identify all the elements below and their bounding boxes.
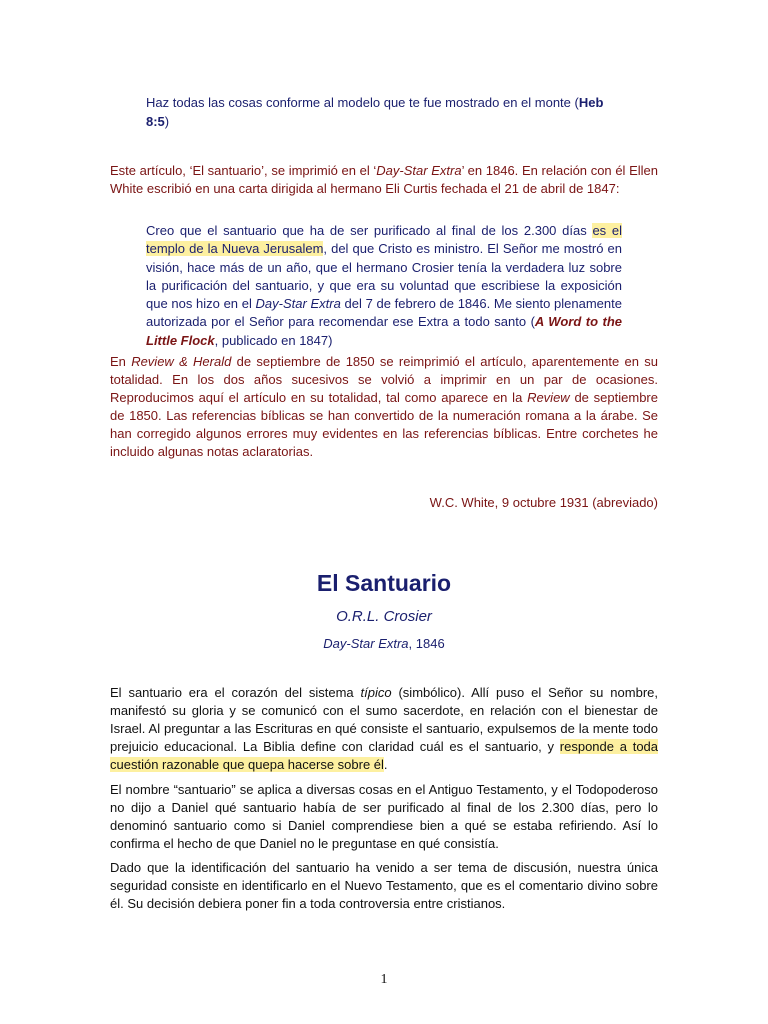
epigraph: [146, 93, 626, 131]
body-paragraph-3: Dado que la identificación del santuario ha venido a ser tema de discusión, nuestra única seguridad consiste en identificarlo en el Nuevo Testamento, que es el comentario divino sobre él. Su decisión debiera poner fin a toda controversia entre cristianos.: [110, 860, 658, 912]
intro-text-rest: ’ en 1846. En relación con él Ellen White escribió en una carta dirigida al hermano Eli Curtis fechada el 21 de abril de 1847:: [110, 163, 659, 196]
para2-italic-2: Review: [527, 390, 570, 406]
body-paragraph-2: El nombre “santuario” se aplica a diversas cosas en el Antiguo Testamento, y el Todopoderoso no dijo a Daniel qué santuario había de ser purificado al final de los 2.300 días, pero lo denominó santuario como si Daniel comprendiese bien a qué se estaba refiriendo. Así lo confirma el hecho de que Daniel no le preguntase en qué consistía.: [110, 782, 658, 852]
intro-paragraph: [110, 162, 658, 198]
review-paragraph: [110, 353, 658, 462]
article-source: [0, 634, 768, 653]
signature: W.C. White, 9 octubre 1931 (abreviado): [429, 495, 658, 510]
quote-text-c: del 7 de febrero de 1846. Me siento plenamente autorizada por el Señor para recomendar ese Extra a todo santo (: [146, 296, 622, 330]
para2-text-b: de septiembre de 1850 se reimprimió el artículo, aparentemente en su totalidad. En los dos años sucesivos se volvió a imprimir en un par de ocasiones. Reproducimos aquí el artículo en su totalidad, tal como aparece en la: [110, 354, 658, 406]
intro-text: Este artículo, ‘El santuario’, se imprimió en el ‘: [110, 163, 377, 178]
para2-text-c: de septiembre de 1850. Las referencias bíblicas se han convertido de la numeración romana a la árabe. Se han corregido algunos errores muy evidentes en las referencias bíblicas. Entre corchetes he incluido algunas notas aclaratorias.: [110, 390, 658, 460]
page-number: 1: [380, 972, 388, 987]
quote-italic: Day-Star Extra: [255, 296, 341, 312]
epigraph-close: ): [164, 114, 170, 129]
source-italic: Day-Star Extra: [323, 636, 409, 651]
source-year: , 1846: [408, 636, 445, 651]
ellen-white-quote: [146, 222, 622, 350]
para2-italic-1: Review & Herald: [131, 354, 232, 369]
body-p1-text-c: .: [383, 757, 388, 773]
body-paragraph-1: [110, 684, 658, 774]
body-p1-text-a: El santuario era el corazón del sistema: [110, 685, 361, 700]
body-p1-highlight: responde a toda cuestión razonable que quepa hacerse sobre él: [110, 739, 659, 773]
body-p1-text-b: (simbólico). Allí puso el Señor su nombre, manifestó su gloria y se comunicó con el sumo sacerdote, en relación con el bienestar de Israel. Al preguntar a las Escrituras en qué consiste el santuario, expulsemos de la mente todo prejuicio educacional. La Biblia define con claridad cuál es el santuario, y: [110, 685, 658, 755]
epigraph-reference: Heb 8:5: [146, 95, 604, 129]
epigraph-text: Haz todas las cosas conforme al modelo que te fue mostrado en el monte (: [146, 95, 579, 110]
quote-text-b: , del que Cristo es ministro. El Señor me mostró en visión, hace más de un año, que el hermano Crosier tenía la verdadera luz sobre la purificación del santuario, y que era su voluntad que escribiese la exposición que nos hizo en el: [146, 241, 622, 312]
intro-italic: Day-Star Extra: [376, 163, 462, 178]
quote-text-d: , publicado en 1847): [214, 332, 333, 348]
quote-book-title: A Word to the Little Flock: [146, 314, 622, 348]
article-title: El Santuario: [316, 570, 452, 596]
para2-text-a: En: [110, 354, 132, 369]
quote-text-a: Creo que el santuario que ha de ser purificado al final de los 2.300 días: [146, 223, 593, 238]
body-p1-italic: típico: [360, 685, 392, 700]
article-author: O.R.L. Crosier: [336, 608, 432, 625]
quote-highlight: es el templo de la Nueva Jerusalem: [146, 223, 623, 257]
